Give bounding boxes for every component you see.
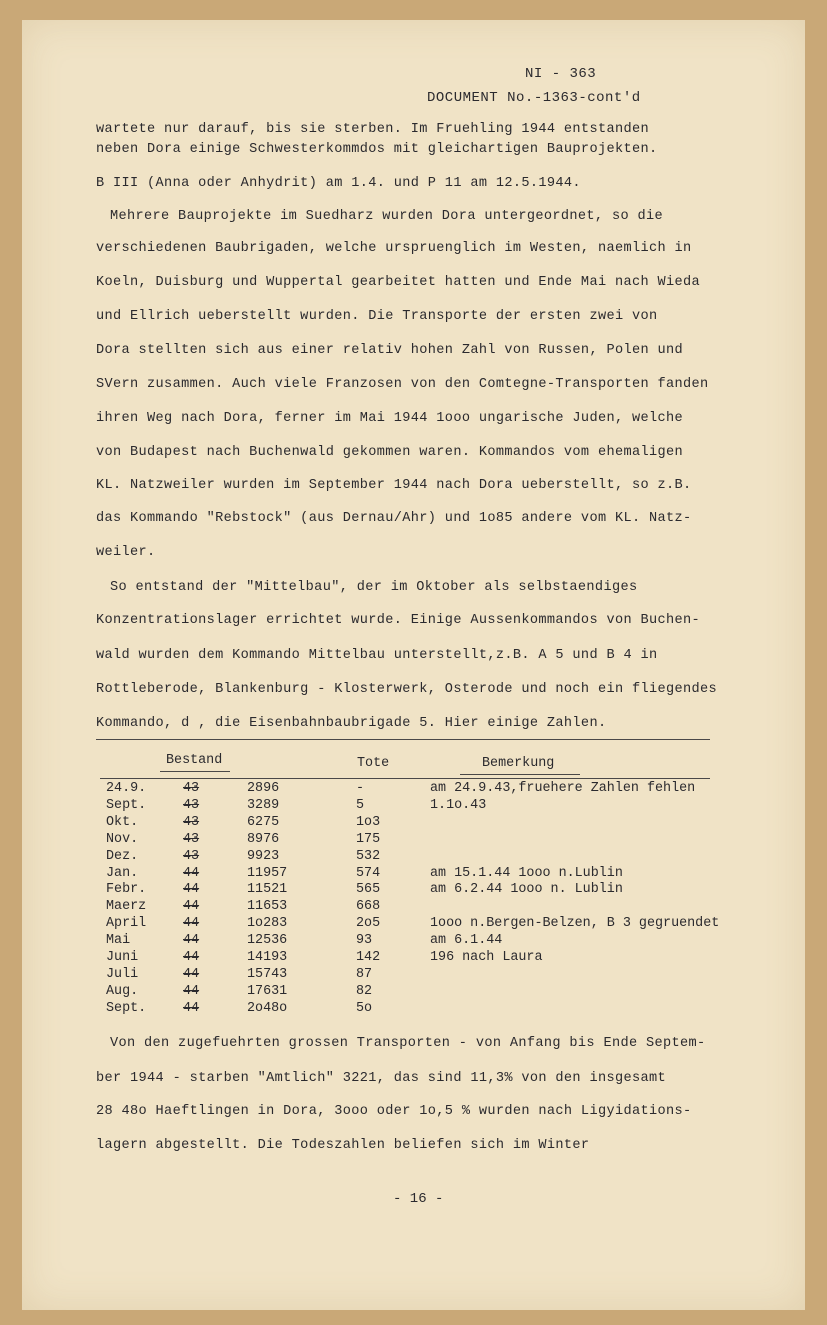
month-cell: 24.9. xyxy=(106,781,147,796)
tote-cell: - xyxy=(356,781,365,796)
paragraph-line: weiler. xyxy=(96,545,156,560)
tote-cell: 1o3 xyxy=(356,815,381,830)
paragraph-line: Konzentrationslager errichtet wurde. Einige Aussenkommandos von Buchen- xyxy=(96,613,701,628)
month-cell: Jan. xyxy=(106,866,139,881)
remark-cell: am 15.1.44 1ooo n.Lublin xyxy=(430,866,623,881)
tote-cell: 142 xyxy=(356,950,381,965)
bestand-cell: 2896 xyxy=(247,781,280,796)
bestand-cell: 11521 xyxy=(247,882,288,897)
tote-cell: 5 xyxy=(356,798,365,813)
paragraph-line: Koeln, Duisburg und Wuppertal gearbeitet hatten und Ende Mai nach Wieda xyxy=(96,275,701,290)
paragraph-line: B III (Anna oder Anhydrit) am 1.4. und P 11 am 12.5.1944. xyxy=(96,176,581,191)
month-cell: Sept. xyxy=(106,1001,147,1016)
paragraph-line: wald wurden dem Kommando Mittelbau unterstellt,z.B. A 5 und B 4 in xyxy=(96,648,658,663)
bestand-cell: 15743 xyxy=(247,967,288,982)
month-cell: Sept. xyxy=(106,798,147,813)
closing-line: 28 48o Haeftlingen in Dora, 3ooo oder 1o,5 % wurden nach Ligyidations- xyxy=(96,1104,692,1119)
closing-line: Von den zugefuehrten grossen Transporten - von Anfang bis Ende Septem- xyxy=(110,1036,706,1051)
tote-cell: 93 xyxy=(356,933,373,948)
paragraph-line: ihren Weg nach Dora, ferner im Mai 1944 1ooo ungarische Juden, welche xyxy=(96,411,684,426)
month-cell: Juli xyxy=(106,967,139,982)
bestand-cell: 11653 xyxy=(247,899,288,914)
tote-cell: 87 xyxy=(356,967,373,982)
year-cell: 44 xyxy=(183,866,200,881)
tote-cell: 175 xyxy=(356,832,381,847)
document-reference: DOCUMENT No.-1363-cont'd xyxy=(427,90,641,106)
paragraph-line: So entstand der "Mittelbau", der im Oktober als selbstaendiges xyxy=(110,580,638,595)
paragraph-line: Rottleberode, Blankenburg - Klosterwerk, Osterode und noch ein fliegendes xyxy=(96,682,718,697)
tote-cell: 82 xyxy=(356,984,373,999)
year-cell: 44 xyxy=(183,882,200,897)
paragraph-line: neben Dora einige Schwesterkommdos mit gleichartigen Bauprojekten. xyxy=(96,142,658,157)
year-cell: 44 xyxy=(183,984,200,999)
year-cell: 43 xyxy=(183,798,200,813)
tote-cell: 668 xyxy=(356,899,381,914)
closing-line: lagern abgestellt. Die Todeszahlen beliefen sich im Winter xyxy=(96,1138,590,1153)
month-cell: Febr. xyxy=(106,882,147,897)
table-top-rule xyxy=(96,739,710,740)
page-number: - 16 - xyxy=(393,1191,444,1207)
year-cell: 44 xyxy=(183,967,200,982)
year-cell: 44 xyxy=(183,899,200,914)
remark-cell: am 6.2.44 1ooo n. Lublin xyxy=(430,882,623,897)
remark-cell: 1.1o.43 xyxy=(430,798,487,813)
header-underline xyxy=(160,771,230,772)
remark-cell: am 6.1.44 xyxy=(430,933,503,948)
year-cell: 43 xyxy=(183,815,200,830)
closing-line: ber 1944 - starben "Amtlich" 3221, das sind 11,3% von den insgesamt xyxy=(96,1071,667,1086)
paragraph-line: Mehrere Bauprojekte im Suedharz wurden Dora untergeordnet, so die xyxy=(110,209,663,224)
paragraph-line: und Ellrich ueberstellt wurden. Die Transporte der ersten zwei von xyxy=(96,309,658,324)
paragraph-line: von Budapest nach Buchenwald gekommen waren. Kommandos vom ehemaligen xyxy=(96,445,684,460)
bestand-cell: 17631 xyxy=(247,984,288,999)
month-cell: Okt. xyxy=(106,815,139,830)
month-cell: April xyxy=(106,916,147,931)
month-cell: Nov. xyxy=(106,832,139,847)
tote-cell: 5o xyxy=(356,1001,373,1016)
bestand-cell: 2o48o xyxy=(247,1001,288,1016)
year-cell: 44 xyxy=(183,916,200,931)
paragraph-line: wartete nur darauf, bis sie sterben. Im Fruehling 1944 entstanden xyxy=(96,122,649,137)
month-cell: Mai xyxy=(106,933,131,948)
year-cell: 44 xyxy=(183,933,200,948)
month-cell: Juni xyxy=(106,950,139,965)
year-cell: 43 xyxy=(183,781,200,796)
month-cell: Aug. xyxy=(106,984,139,999)
month-cell: Dez. xyxy=(106,849,139,864)
year-cell: 44 xyxy=(183,950,200,965)
paragraph-line: das Kommando "Rebstock" (aus Dernau/Ahr) und 1o85 andere vom KL. Natz- xyxy=(96,511,692,526)
paragraph-line: verschiedenen Baubrigaden, welche urspruenglich im Westen, naemlich in xyxy=(96,241,692,256)
tote-cell: 532 xyxy=(356,849,381,864)
bestand-cell: 3289 xyxy=(247,798,280,813)
remark-cell: 196 nach Laura xyxy=(430,950,543,965)
bestand-cell: 1o283 xyxy=(247,916,288,931)
column-header-tote: Tote xyxy=(357,756,390,771)
tote-cell: 565 xyxy=(356,882,381,897)
remark-cell: 1ooo n.Bergen-Belzen, B 3 gegruendet xyxy=(430,916,720,931)
paragraph-line: SVern zusammen. Auch viele Franzosen von den Comtegne-Transporten fanden xyxy=(96,377,709,392)
paragraph-line: Dora stellten sich aus einer relativ hohen Zahl von Russen, Polen und xyxy=(96,343,684,358)
header-underline xyxy=(460,774,580,775)
paragraph-line: Kommando, d , die Eisenbahnbaubrigade 5. Hier einige Zahlen. xyxy=(96,716,607,731)
tote-cell: 2o5 xyxy=(356,916,381,931)
paragraph-line: KL. Natzweiler wurden im September 1944 nach Dora ueberstellt, so z.B. xyxy=(96,478,692,493)
document-code: NI - 363 xyxy=(525,66,597,82)
header-rule xyxy=(100,778,710,779)
remark-cell: am 24.9.43,fruehere Zahlen fehlen xyxy=(430,781,696,796)
year-cell: 44 xyxy=(183,1001,200,1016)
bestand-cell: 8976 xyxy=(247,832,280,847)
year-cell: 43 xyxy=(183,832,200,847)
bestand-cell: 12536 xyxy=(247,933,288,948)
month-cell: Maerz xyxy=(106,899,147,914)
bestand-cell: 14193 xyxy=(247,950,288,965)
bestand-cell: 9923 xyxy=(247,849,280,864)
year-cell: 43 xyxy=(183,849,200,864)
column-header-bestand: Bestand xyxy=(166,753,223,768)
bestand-cell: 6275 xyxy=(247,815,280,830)
bestand-cell: 11957 xyxy=(247,866,288,881)
column-header-bemerkung: Bemerkung xyxy=(482,756,555,771)
tote-cell: 574 xyxy=(356,866,381,881)
